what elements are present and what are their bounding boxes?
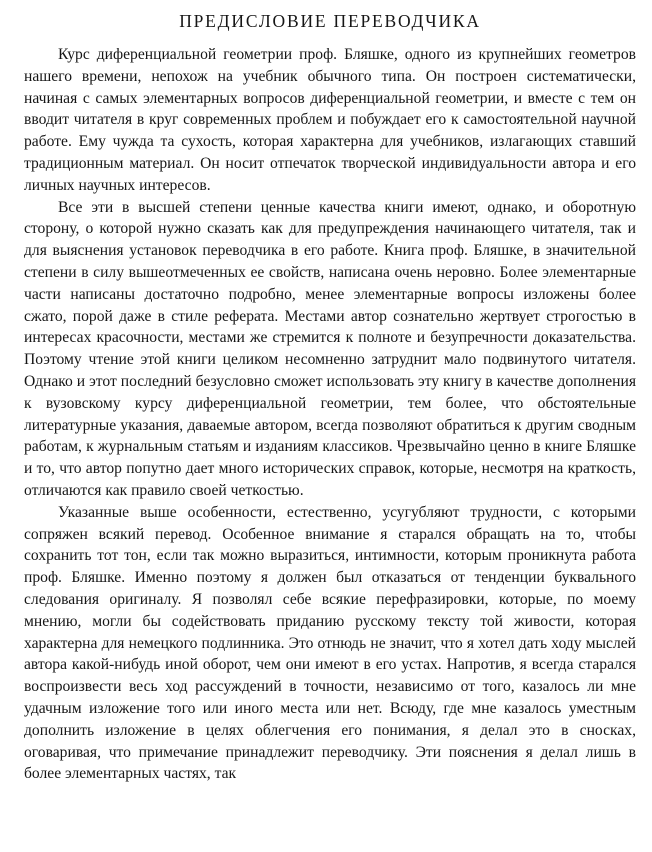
page-title: ПРЕДИСЛОВИЕ ПЕРЕВОДЧИКА	[179, 11, 481, 31]
paragraph-1: Курс диференциальной геометрии проф. Бляшке, одного из крупнейших геометров нашего времени, непохож на учебник обычного типа. Он построен систематически, начиная с самых элементарных вопросов диференциальной геометрии, и вместе с тем он вводит читателя в круг современных проблем и побуждает его к самостоятельной научной работе. Ему чужда та сухость, которая характерна для учебников, излагающих ставший традиционным материал. Он носит отпечаток творческой индивидуальности автора и его личных научных интересов.	[24, 46, 636, 194]
document-page	[24, 10, 636, 785]
paragraph-3: Указанные выше особенности, естественно, усугубляют трудности, с которыми сопряжен всякий перевод. Особенное внимание я старался обращать на то, чтобы сохранить тот тон, если так можно выразиться, интимности, которым проникнута работа проф. Бляшке. Именно поэтому я должен был отказаться от тенденции буквального следования оригиналу. Я позволял себе всякие перефразировки, которые, по моему мнению, могли бы содействовать приданию русскому тексту той живости, которая характерна для немецкого подлинника. Это отнюдь не значит, что я хотел дать ходу мыслей автора какой-нибудь иной оборот, чем они имеют в его устах. Напротив, я всегда старался воспроизвести весь ход рассуждений в точности, независимо от того, казалось ли мне удачным изложение того или иного места или нет. Всюду, где мне казалось уместным дополнить изложение в целях облегчения его понимания, я делал это в сносках, оговаривая, что примечание принадлежит переводчику. Эти пояснения я делал лишь в более элементарных частях, так	[24, 503, 636, 783]
paragraph-2: Все эти в высшей степени ценные качества книги имеют, однако, и оборотную сторону, о которой нужно сказать как для предупреждения начинающего читателя, так и для выяснения установок переводчика в его работе. Книга проф. Бляшке, в значительной степени в силу вышеотмеченных ее свойств, написана очень неровно. Более элементарные части написаны достаточно подробно, менее элементарные вопросы изложены более сжато, порой даже в стиле реферата. Местами автор сознательно жертвует строгостью в интересах красочности, местами же стремится к полноте и безупречности доказательства. Поэтому чтение этой книги целиком несомненно затруднит мало подвинутого читателя. Однако и этот последний безусловно сможет использовать эту книгу в качестве дополнения к вузовскому курсу диференциальной геометрии, тем более, что обстоятельные литературные указания, даваемые автором, всегда позволяют обратиться к другим сводным работам, к журнальным статьям и изданиям классиков. Чрезвычайно ценно в книге Бляшке и то, что автор попутно дает много исторических справок, которые, несмотря на краткость, отличаются как правило своей четкостью.	[24, 198, 636, 499]
